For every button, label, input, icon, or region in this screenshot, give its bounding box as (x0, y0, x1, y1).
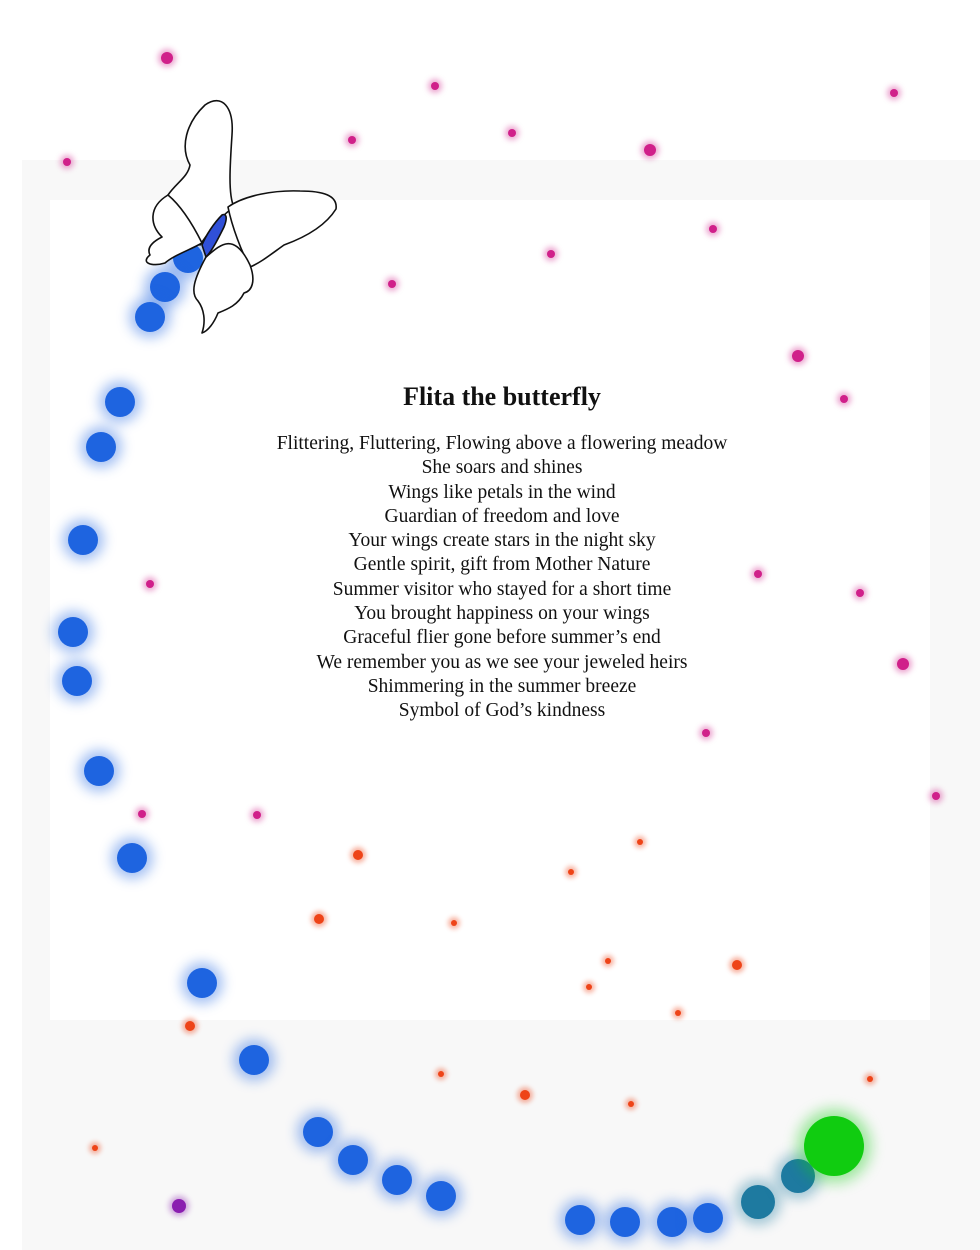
ember-sparkle (520, 1090, 530, 1100)
star-sparkle (63, 158, 71, 166)
star-sparkle (431, 82, 439, 90)
trail-sparkle (741, 1185, 775, 1219)
trail-sparkle (84, 756, 114, 786)
poem-line: You brought happiness on your wings (354, 603, 650, 625)
butterfly-icon (110, 95, 350, 345)
poem-line: Symbol of God’s kindness (398, 700, 606, 722)
poem-line: Gentle spirit, gift from Mother Nature (353, 554, 651, 576)
poem-line: We remember you as we see your jeweled heirs (316, 651, 688, 673)
trail-sparkle (68, 525, 98, 555)
poem-line: Graceful flier gone before summer’s end (343, 627, 661, 649)
poem-title: Flita the butterfly (403, 382, 601, 411)
trail-head (804, 1116, 864, 1176)
trail-sparkle (58, 617, 88, 647)
star-sparkle (792, 350, 804, 362)
star-sparkle (644, 144, 656, 156)
trail-sparkle (62, 666, 92, 696)
star-sparkle (856, 589, 864, 597)
star-sparkle (508, 129, 516, 137)
ember-sparkle (628, 1101, 634, 1107)
poem-line: Shimmering in the summer breeze (367, 675, 637, 697)
star-sparkle (709, 225, 717, 233)
star-sparkle (388, 280, 396, 288)
trail-sparkle (382, 1165, 412, 1195)
trail-sparkle (303, 1117, 333, 1147)
star-sparkle (253, 811, 261, 819)
ember-sparkle (586, 984, 592, 990)
ember-sparkle (92, 1145, 98, 1151)
trail-sparkle (657, 1207, 687, 1237)
star-sparkle (890, 89, 898, 97)
ember-sparkle (353, 850, 363, 860)
trail-sparkle (105, 387, 135, 417)
star-sparkle (161, 52, 173, 64)
poem-line: Flittering, Fluttering, Flowing above a flowering meadow (276, 433, 728, 454)
star-sparkle (138, 810, 146, 818)
poem-line: Summer visitor who stayed for a short time (332, 578, 672, 600)
trail-sparkle (187, 968, 217, 998)
trail-sparkle (338, 1145, 368, 1175)
star-sparkle (897, 658, 909, 670)
star-sparkle (754, 570, 762, 578)
poem-line: Your wings create stars in the night sky (348, 530, 656, 552)
trail-sparkle (426, 1181, 456, 1211)
star-sparkle (840, 395, 848, 403)
star-sparkle (547, 250, 555, 258)
trail-sparkle (117, 843, 147, 873)
trail-sparkle (565, 1205, 595, 1235)
ember-sparkle (605, 958, 611, 964)
star-sparkle (702, 729, 710, 737)
poem-line: She soars and shines (421, 457, 583, 479)
ember-sparkle (732, 960, 742, 970)
trail-sparkle (86, 432, 116, 462)
ember-sparkle (867, 1076, 873, 1082)
ember-sparkle (185, 1021, 195, 1031)
poem-line: Wings like petals in the wind (388, 481, 616, 503)
ember-sparkle (675, 1010, 681, 1016)
ember-sparkle (438, 1071, 444, 1077)
star-sparkle (932, 792, 940, 800)
poem-line: Guardian of freedom and love (384, 505, 620, 527)
trail-sparkle (693, 1203, 723, 1233)
ember-sparkle (314, 914, 324, 924)
ember-sparkle (637, 839, 643, 845)
trail-sparkle (610, 1207, 640, 1237)
star-sparkle (172, 1199, 186, 1213)
trail-sparkle (239, 1045, 269, 1075)
ember-sparkle (568, 869, 574, 875)
ember-sparkle (451, 920, 457, 926)
star-sparkle (146, 580, 154, 588)
